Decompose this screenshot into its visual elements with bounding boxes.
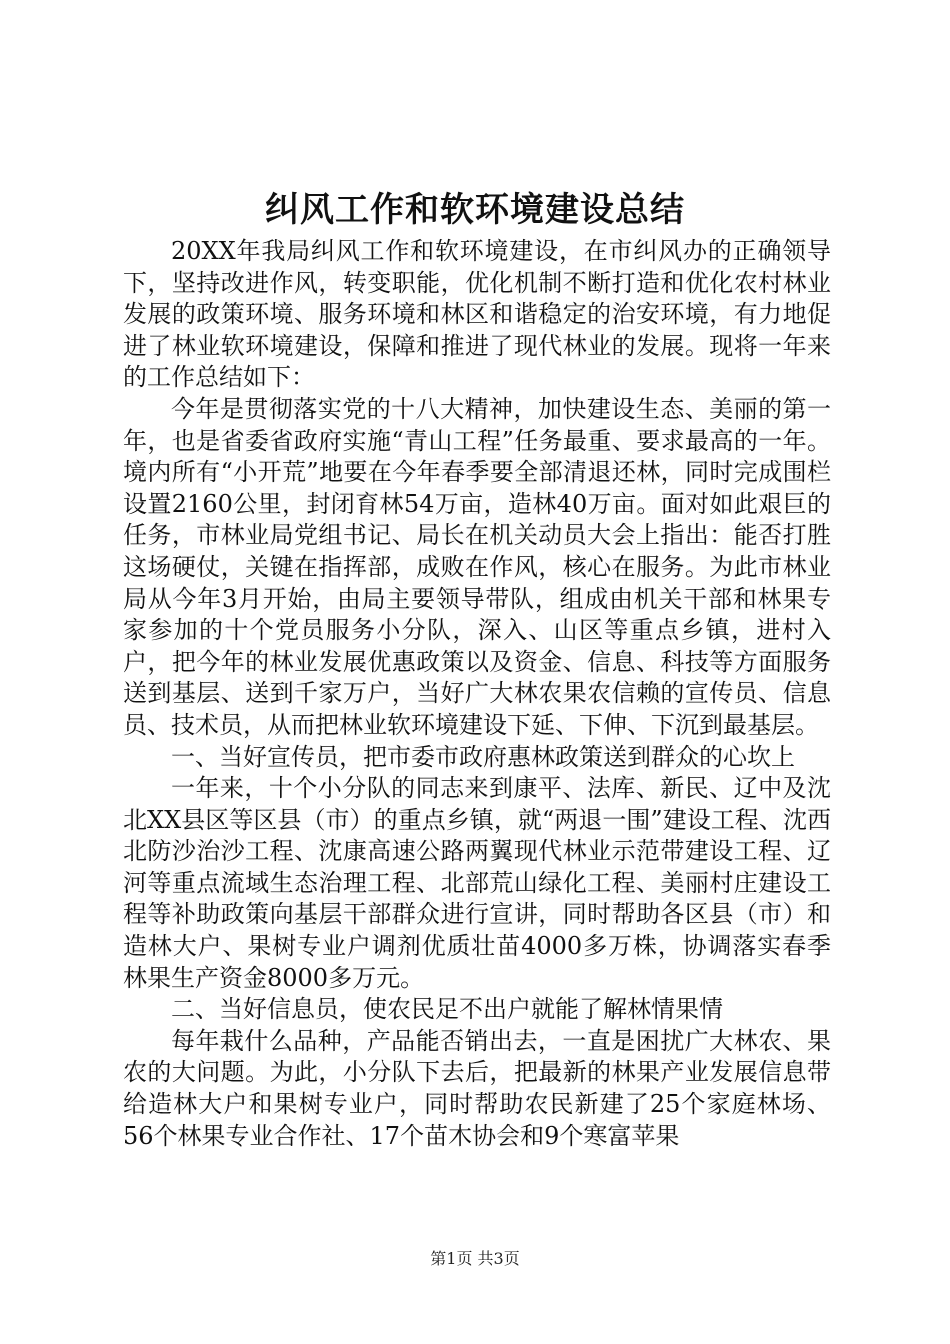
paragraph-section-2: 每年栽什么品种，产品能否销出去，一直是困扰广大林农、果农的大问题。为此，小分队下去后，把最新的林果产业发展信息带给造林大户和果树专业户，同时帮助农民新建了25个家庭林场、56个林果专业合作社、17个苗木协会和9个寒富苹果 [123,1026,831,1150]
section-heading-1: 一、当好宣传员，把市委市政府惠林政策送到群众的心坎上 [171,742,795,771]
paragraph-intro: 20XX年我局纠风工作和软环境建设，在市纠风办的正确领导下，坚持改进作风，转变职能，优化机制不断打造和优化农村林业发展的政策环境、服务环境和林区和谐稳定的治安环境，有力地促进了林业软环境建设，保障和推进了现代林业的发展。现将一年来的工作总结如下： [123,237,831,392]
paragraph-background: 今年是贯彻落实党的十八大精神，加快建设生态、美丽的第一年，也是省委省政府实施“青山工程”任务最重、要求最高的一年。境内所有“小开荒”地要在今年春季要全部清退还林，同时完成围栏设置2160公里，封闭育林54万亩，造林40万亩。面对如此艰巨的任务，市林业局党组书记、局长在机关动员大会上指出：能否打胜这场硬仗，关键在指挥部，成败在作风，核心在服务。为此市林业局从今年3月开始，由局主要领导带队，组成由机关干部和林果专家参加的十个党员服务小分队，深入、山区等重点乡镇，进村入户，把今年的林业发展优惠政策以及资金、信息、科技等方面服务送到基层、送到千家万户，当好广大林农果农信赖的宣传员、信息员、技术员，从而把林业软环境建设下延、下伸、下沉到最基层。 [123,394,831,739]
document-title: 纠风工作和软环境建设总结 [265,190,685,230]
page-footer: 第1页 共3页 [430,1249,520,1268]
document-body [123,236,831,1152]
paragraph-section-1: 一年来，十个小分队的同志来到康平、法库、新民、辽中及沈北XX县区等区县（市）的重点乡镇，就“两退一围”建设工程、沈西北防沙治沙工程、沈康高速公路两翼现代林业示范带建设工程、辽河等重点流域生态治理工程、北部荒山绿化工程、美丽村庄建设工程等补助政策向基层干部群众进行宣讲，同时帮助各区县（市）和造林大户、果树专业户调剂优质壮苗4000多万株，协调落实春季林果生产资金8000多万元。 [123,774,831,992]
section-heading-2: 二、当好信息员，使农民足不出户就能了解林情果情 [171,995,723,1024]
